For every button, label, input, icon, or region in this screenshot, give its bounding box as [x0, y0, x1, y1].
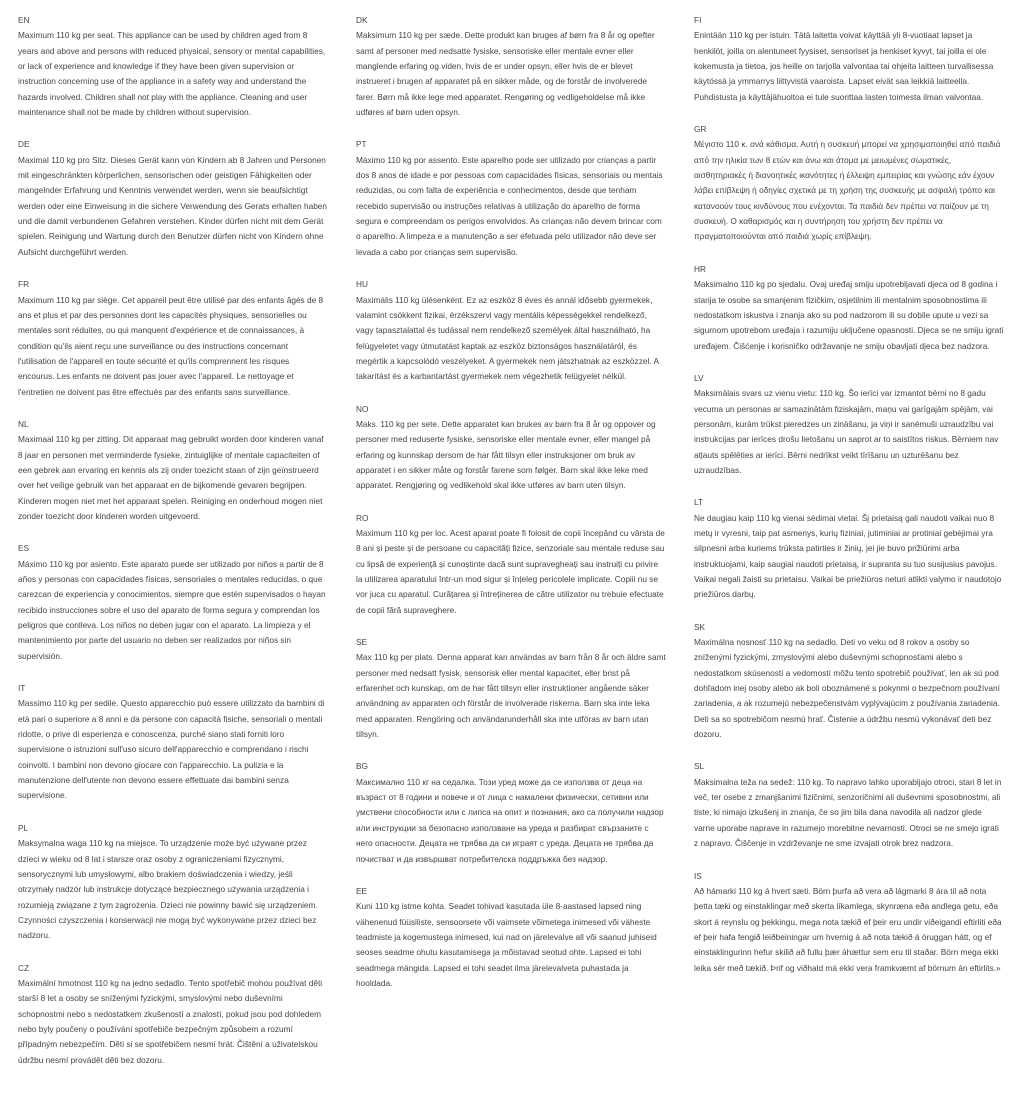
lang-block-lv [694, 371, 1004, 478]
lang-code-fi: FI [694, 15, 702, 25]
lang-code-ee: EE [356, 885, 368, 896]
lang-block-no [356, 402, 666, 494]
lang-code-ro: RO [356, 512, 369, 523]
lang-text-it: Massimo 110 kg per sedile. Questo apparecchio può essere utilizzato da bambini di età pari o superiore a 8 anni e da persone con capacità fisiche, sensoriali o mentali ridotte, o prive di esperienza e conoscenza, purché siano stati forniti loro supervisione o istruzioni sull'uso sicuro dell'apparecchio e comprendano i rischi coinvolti. I bambini non devono giocare con l'apparecchio. La pulizia e la manutenzione dell'utente non devono essere effettuate dai bambini senza supervisione. [18, 698, 325, 801]
lang-block-is [694, 869, 1004, 976]
lang-text-es: Máximo 110 kg por asiento. Este aparato puede ser utilizado por niños a partir de 8 años y personas con capacidades físicas, sensoriales o mentales reducidas, o que carezcan de experiencia y conocimientos, siempre que estén supervisados o hayan recibido instrucciones sobre el uso del aparato de forma segura y comprendan los peligros que conlleva. Los niños no deben jugar con el aparato. La limpieza y el mantenimiento por parte del usuario no deben ser realizados por niños sin supervisión. [18, 558, 326, 661]
lang-code-de: DE [18, 139, 30, 150]
lang-text-bg: Максимално 110 кг на седалка. Този уред може да се използва от деца на възраст от 8 години и повече и от лица с намалени физически, сетивни или умствени способности или с липса на опит и познания, ако са получили надзор или инструкции за безопасно използване на уреда и разбират свързаните с него опасности. Децата не трябва да си играят с уреда. Децата не трябва да почистват и да извършват потребителска поддръжка без надзор. [356, 776, 664, 864]
lang-text-lt: Ne daugiau kaip 110 kg vienai sėdimai vietai. Šį prietaisą gali naudoti vaikai nuo 8 metų ir vyresni, taip pat asmenys, kurių fiziniai, jutiminiai ar protiniai gebėjimai yra silpnesni arba kuriems trūksta patirties ir žinių, jei jie buvo prižiūrimi arba instruktuojami, kaip saugiai naudoti prietaisą, ir supranta su tuo susijusius pavojus. Vaikai negali žaisti su prietaisu. Vaikai be priežiūros neturi atlikti valymo ir naudotojo priežiūros darbų. [694, 512, 1002, 600]
column-3 [694, 13, 1004, 1085]
lang-code-lt: LT [694, 497, 704, 508]
lang-code-dk: DK [356, 15, 368, 25]
lang-text-sl: Maksimalna teža na sedež: 110 kg. To napravo lahko uporabljajo otroci, stari 8 let in več, ter osebe z zmanjšanimi fizičnimi, senzoričnimi ali duševnimi sposobnostmi, ali tiste, ki nimajo izkušenj in znanja, če so jim bila dana navodila ali nadzor glede varne uporabe naprave in razumejo morebitne nevarnosti. Otroci se ne smejo igrati z napravo. Čiščenje in vzdrževanje ne sme izvajati otrok brez nadzora. [694, 776, 1002, 849]
lang-block-hu [356, 277, 666, 384]
lang-code-en: EN [18, 15, 30, 25]
lang-text-fi: Enintään 110 kg per istuin. Tätä laitetta voivat käyttää yli 8-vuotiaat lapset ja henkilöt, joilla on alentuneet fyysiset, sensoriset ja henkiset kyvyt, tai joilla ei ole kokemusta ja tietoa, jos heille on tarjolla valvontaa tai ohjeita laitteen turvallisessa käytössä ja ymmarrys liittyvistä vaaroista. Lapset eivät saa leikkiä laitteella. Puhdistusta ja käyttäjähuoltoa ei tule suorittaa lasten toimesta ilman valvontaa. [694, 30, 994, 102]
lang-text-ro: Maximum 110 kg per loc. Acest aparat poate fi folosit de copii începând cu vârsta de 8 ani și peste și de persoane cu capacități fizice, senzoriale sau mentale reduse sau cu lipsă de experiență și cunoștinte dacă sunt supravegheați sau instruiți cu privire la utilizarea aparatului într-un mod sigur și înțeleg pericolele implicate. Copiii nu se vor juca cu aparatul. Curățarea și întreținerea de către utilizator nu trebuie efectuate de copii fără supraveghere. [356, 527, 665, 615]
lang-code-hu: HU [356, 279, 368, 290]
lang-block-nl [18, 417, 328, 524]
lang-code-pl: PL [18, 822, 29, 833]
lang-block-de [18, 137, 328, 260]
lang-block-sk [694, 620, 1004, 743]
lang-text-se: Max 110 kg per plats. Denna apparat kan användas av barn från 8 år och äldre samt personer med nedsatt fysisk, sensorisk eller mental kapacitet, eller brist på erfarenhet och kunskap, om de har fått tillsyn eller instruktioner angående säker användning av apparaten och förstår de involverade riskerna. Barn ska inte leka med apparaten. Rengöring och användarunderhåll ska inte utföras av barn utan tillsyn. [356, 652, 666, 740]
lang-code-fr: FR [18, 279, 30, 290]
lang-text-fr: Maximum 110 kg par siège. Cet appareil peut être utilisé par des enfants âgés de 8 ans et plus et par des personnes dont les capacités physiques, sensorielles ou mentales sont réduites, ou qui manquent d'expérience et de connaissances, à condition qu'ils aient reçu une surveillance ou des instructions concernant l'utilisation de l'appareil en toute sécurité et qu'ils comprennent les risques encourus. Les enfants ne doivent pas jouer avec l'appareil. Le nettoyage et l'entretien ne doivent pas être effectués par des enfants sans surveillance. [18, 294, 324, 397]
lang-code-lv: LV [694, 372, 704, 383]
lang-text-no: Maks. 110 kg per sete. Dette apparatet kan brukes av barn fra 8 år og oppover og personer med reduserte fysiske, sensoriske eller mentale evner, eller mangel på erfaring og kunnskap dersom de har fått tilsyn eller instruksjoner om bruk av apparatet i en sikker måte og forstår farene som følger. Barn skal ikke leke med apparatet. Rengjøring og vedlikehold skal ikke utføres av barn uten tilsyn. [356, 418, 656, 491]
lang-block-dk [356, 13, 666, 120]
lang-code-es: ES [18, 543, 30, 554]
lang-block-hr [694, 262, 1004, 354]
lang-block-ro [356, 511, 666, 618]
lang-code-hr: HR [694, 263, 706, 274]
lang-block-en [18, 13, 328, 120]
lang-text-gr: Μέγιστο 110 κ. ανά κάθισμα. Αυτή η συσκευή μπορεί να χρησιμοποιηθεί από παιδιά από την ηλικία των 8 ετών και άνω και άτομα με μειωμένες σωματικές, αισθητηριακές ή διανοητικές ικανότητες ή έλλειψη εμπειρίας και γνώσης εάν έχουν λάβει επίβλεψη ή οδηγίες σχετικά με τη χρήση της συσκευής με ασφαλή τρόπο και κατανοούν τους κινδύνους που ενέχονται. Τα παιδιά δεν πρέπει να παίζουν με τη συσκευή. Ο καθαρισμός και η συντήρηση του χρήστη δεν πρέπει να πραγματοποιούνται από παιδιά χωρίς επίβλεψη. [694, 139, 1001, 242]
lang-text-hu: Maximális 110 kg ülésenként. Ez az eszköz 8 éves és annál idősebb gyermekek, valamint csökkent fizikai, érzékszervi vagy mentális képességekkel rendelkező, vagy tapasztalattal és tudással nem rendelkező személyek által használható, ha felügyeletet vagy útmutatást kaptak az eszköz biztonságos használatáról, és megértik a kapcsolódó veszélyeket. A gyermekek nem játszhatnak az eszközzel. A takarítást és a karbantartást gyermekek nem végezhetik felügyelet nélkül. [356, 294, 659, 382]
lang-block-pl [18, 821, 328, 944]
lang-code-sk: SK [694, 621, 706, 632]
lang-text-pt: Máximo 110 kg por assento. Este aparelho pode ser utilizado por crianças a partir dos 8 anos de idade e por pessoas com capacidades físicas, sensoriais ou mentais reduzidas, ou com falta de experiência e conhecimentos, desde que tenham recebido supervisão ou instruções relativas à utilização do aparelho de forma segura e compreendam os perigos envolvidos. As crianças não devem brincar com o aparelho. A limpeza e a manutenção a ser efetuada pelo utilizador não deve ser levada a cabo por crianças sem supervisão. [356, 154, 663, 257]
lang-block-pt [356, 137, 666, 260]
lang-block-gr [694, 122, 1004, 245]
lang-code-gr: GR [694, 124, 707, 135]
lang-text-is: Að hámarki 110 kg á hvert sæti. Börn þurfa að vera að lágmarki 8 ára til að nota þetta tæki og einstaklingar með skerta líkamlega, skynræna eða andlega getu, eða skort á reynslu og þekkingu, mega nota tækið ef þeir eru undir viðeigandi eftirliti eða ef þeir hafa fengið leiðbeiningar um hvernig á að nota tækið á öruggan hátt, og ef einstaklingurinn hefur skilið að fullu þær áhættur sem eru til staðar. Börn mega ekki leika sér með tækið. Þrif og viðhald má ekki vera framkvæmt af börnum án eftirlits.» [694, 885, 1002, 973]
lang-text-nl: Maximaal 110 kg per zitting. Dit apparaat mag gebruikt worden door kinderen vanaf 8 jaar en personen met verminderde fysieke, zintuiglijke of mentale capaciteiten of een gebrek aan ervaring en kennis als zij onder toezicht staan of zijn geïnstrueerd over het veilige gebruik van het apparaat en de bijkomende gevaren begrijpen. Kinderen mogen niet met het apparaat spelen. Reiniging en onderhoud mogen niet zonder toezicht door kinderen worden uitgevoerd. [18, 434, 324, 521]
lang-block-sl [694, 759, 1004, 851]
lang-text-sk: Maximálna nosnosť 110 kg na sedadlo. Deti vo veku od 8 rokov a osoby so zníženými fyzickými, zmyslovými alebo duševnými schopnosťami alebo s nedostatkom skúseností a vedomostí môžu tento spotrebič používať, len ak sú pod dohľadom inej osoby alebo ak boli oboznámené s pokynmi o bezpečnom používaní zariadenia, a ak rozumejú nebezpečenstvám vyplývajúcim z používania zariadenia. Deti sa so spotrebičom nesmú hrať. Čistenie a údržbu nesmú vykonávať deti bez dozoru. [694, 637, 1000, 740]
lang-code-no: NO [356, 403, 369, 414]
lang-code-pt: PT [356, 139, 367, 150]
lang-code-it: IT [18, 683, 26, 694]
lang-code-is: IS [694, 870, 702, 881]
column-1 [18, 13, 328, 1085]
lang-text-hr: Maksimalno 110 kg po sjedalu. Ovaj uređaj smiju upotrebljavati djeca od 8 godina i starija te osobe sa smanjenim fizičkim, osjetilnim ili mentalnim sposobnostima ili nedostatkom iskustva i znanja ako su pod nadzorom ili su dobile upute u vezi sa sigurnom upotrebom uređaja i razumiju uključene opasnosti. Djeca se ne smiju igrati uređajem. Čišćenje i korisničko održavanje ne smiju obavljati djeca bez nadzora. [694, 279, 1004, 351]
lang-code-nl: NL [18, 418, 29, 429]
lang-block-it [18, 681, 328, 804]
lang-code-sl: SL [694, 761, 705, 772]
lang-text-ee: Kuni 110 kg istme kohta. Seadet tohivad kasutada üle 8-aastased lapsed ning vähenenud füüsiliste, sensoorsete või vaimsete võimetega inimesed või väheste teadmiste ja kogemustega inimesed, kui nad on järelevalve all või saanud juhiseid seoses seadme ohutu kasutamisega ja mõistavad seotud ohte. Lapsed ei tohi seadmega mängida. Lapsed ei tohi seadet ilma järelevalveta puhastada ja hooldada. [356, 901, 657, 988]
lang-text-cz: Maximální hmotnost 110 kg na jedno sedadlo. Tento spotřebič mohou používat děti starší 8 let a osoby se sníženými fyzickými, smyslovými nebo duševními schopnostmi nebo s nedostatkem zkušeností a znalostí, pokud jsou pod dohledem nebo byly poučeny o používání spotřebiče bezpečným způsobem a rozumí případným nebezpečím. Děti si se spotřebičem nesmí hrát. Čištění a uživatelskou údržbu nesmí provádět děti bez dozoru. [18, 977, 323, 1065]
lang-code-bg: BG [356, 761, 368, 772]
lang-text-lv: Maksimālais svars uz vienu vietu: 110 kg. Šo ierīci var izmantot bērni no 8 gadu vecuma un personas ar samazinātām fiziskajām, maņu vai garīgajām spējām, vai personām, kurām trūkst pieredzes un zināšanu, ja viņi ir sanēmuši uzraudzību vai instrukcijas par ierīces drošu lietošanu un saprot ar to saistītos riskus. Bērniem nav atļauts spēlēties ar ierīci. Bērni nedrīkst veikt tīrīšanu un uzturēšanu bez uzraudzības. [694, 388, 999, 475]
lang-block-es [18, 541, 328, 664]
lang-block-cz [18, 961, 328, 1068]
lang-block-ee [356, 884, 666, 991]
lang-block-se [356, 635, 666, 742]
lang-block-bg [356, 759, 666, 866]
lang-code-se: SE [356, 637, 368, 648]
lang-block-lt [694, 495, 1004, 602]
lang-block-fr [18, 277, 328, 400]
lang-block-fi [694, 13, 1004, 105]
lang-text-pl: Maksymalna waga 110 kg na miejsce. To urządzenie może być używane przez dzieci w wieku od 8 lat i starsze oraz osoby z ograniczeniami fizycznymi, sensorycznymi lub umysłowymi, albo brakiem doświadczenia i wiedzy, jeśli otrzymały nadzór lub instrukcje dotyczące bezpiecznego używania urządzenia i rozumieją związane z tym zagrożenia. Dzieci nie powinny bawić się urządzeniem. Czynności czyszczenia i konserwacji nie mogą być wykonywane przez dzieci bez nadzoru. [18, 838, 318, 941]
column-2 [356, 13, 666, 1085]
lang-code-cz: CZ [18, 962, 30, 973]
lang-text-en: Maximum 110 kg per seat. This appliance can be used by children aged from 8 years and above and persons with reduced physical, sensory or mental capabilities, or lack of experience and knowledge if they have been given supervision or instruction concerning use of the appliance in a safety way and understand the hazards involved. Children shall not play with the appliance. Cleaning and user maintenance shall not be made by children without supervision. [18, 30, 326, 118]
multilingual-columns [18, 13, 1004, 1085]
lang-text-de: Maximal 110 kg pro Sitz. Dieses Gerät kann von Kindern ab 8 Jahren und Personen mit eingeschränkten körperlichen, sensorischen oder geistigen Fähigkeiten oder mangelnder Erfahrung und Kenntnis verwendet werden, wenn sie beaufsichtigt werden oder eine Einweisung in die sichere Verwendung des Gerats erhalten haben und die damit verbundenen Gefahren verstehen. Kinder dürfen nicht mit dem Gerät spielen. Reinigung und Wartung durch den Benutzer dürfen nicht von Kindern ohne Aufsicht durchgeführt werden. [18, 154, 328, 257]
lang-text-dk: Maksimum 110 kg per sæde. Dette produkt kan bruges af børn fra 8 år og opefter samt af personer med nedsatte fysiske, sensoriske eller mentale evner eller manglende erfaring og viden, hvis de er under opsyn, eller hvis de er blevet instrueret i brugen af apparatet på en sikker måde, og de forstår de involverede farer. Børn må ikke lege med apparatet. Rengøring og vedligeholdelse må ikke udføres af børn uden opsyn. [356, 30, 655, 118]
